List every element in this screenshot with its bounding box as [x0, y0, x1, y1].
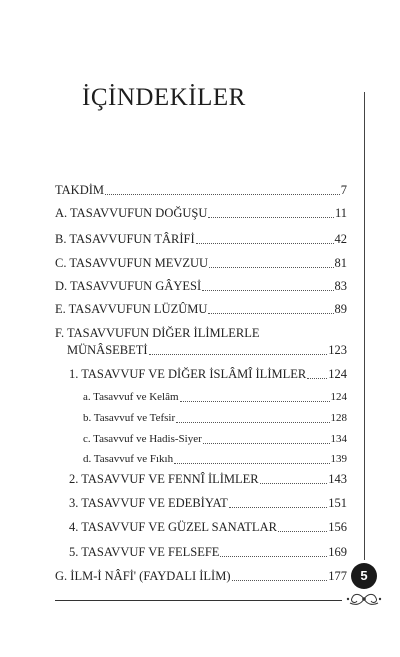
toc-entry-f2[interactable]: 2. TASAVVUF VE FENNÎ İLİMLER 143 — [69, 472, 347, 486]
toc-entry-takdim[interactable]: TAKDİM 7 — [55, 183, 347, 197]
page-number-badge: 5 — [351, 563, 377, 589]
toc-entry-f4[interactable]: 4. TASAVVUF VE GÜZEL SANATLAR 156 — [69, 520, 347, 534]
dot-leader — [208, 217, 334, 218]
toc-entry-g[interactable]: G. İLM-İ NÂFİ' (FAYDALI İLİM) 177 — [55, 569, 347, 583]
page-title: İÇİNDEKİLER — [82, 84, 246, 111]
dot-leader — [202, 290, 333, 291]
toc-entry-f1d[interactable]: d. Tasavvuf ve Fıkıh 139 — [83, 453, 347, 465]
toc-entry-f5[interactable]: 5. TASAVVUF VE FELSEFE 169 — [69, 545, 347, 559]
dot-leader — [176, 422, 329, 423]
dot-leader — [307, 378, 327, 379]
dot-leader — [278, 531, 327, 532]
dot-leader — [220, 556, 327, 557]
vertical-rule — [364, 92, 365, 560]
dot-leader — [208, 313, 333, 314]
toc-entry-f1[interactable]: 1. TASAVVUF VE DİĞER İSLÂMÎ İLİMLER 124 — [69, 367, 347, 381]
toc-entry-f1b[interactable]: b. Tasavvuf ve Tefsir 128 — [83, 412, 347, 424]
toc-entry-f-line1[interactable]: F. TASAVVUFUN DİĞER İLİMLERLE — [55, 326, 260, 340]
dot-leader — [174, 463, 329, 464]
toc-entry-c[interactable]: C. TASAVVUFUN MEVZUU 81 — [55, 256, 347, 270]
toc-entry-d[interactable]: D. TASAVVUFUN GÂYESİ 83 — [55, 279, 347, 293]
toc-entry-e[interactable]: E. TASAVVUFUN LÜZÛMU 89 — [55, 302, 347, 316]
dot-leader — [203, 443, 330, 444]
dot-leader — [232, 580, 328, 581]
dot-leader — [209, 267, 333, 268]
dot-leader — [149, 354, 328, 355]
toc-entry-f3[interactable]: 3. TASAVVUF VE EDEBİYAT 151 — [69, 496, 347, 510]
toc-entry-f[interactable]: MÜNÂSEBETİ 123 — [67, 343, 347, 357]
footer-rule — [55, 600, 342, 601]
dot-leader — [180, 401, 330, 402]
dot-leader — [229, 507, 328, 508]
dot-leader — [196, 243, 334, 244]
floral-ornament-icon — [344, 590, 384, 608]
toc-entry-f1a[interactable]: a. Tasavvuf ve Kelâm 124 — [83, 391, 347, 403]
toc-entry-f1c[interactable]: c. Tasavvuf ve Hadis-Siyer 134 — [83, 433, 347, 445]
toc-entry-b[interactable]: B. TASAVVUFUN TÂRİFİ 42 — [55, 232, 347, 246]
toc-entry-a[interactable]: A. TASAVVUFUN DOĞUŞU 11 — [55, 206, 347, 220]
dot-leader — [105, 194, 340, 195]
dot-leader — [260, 483, 328, 484]
